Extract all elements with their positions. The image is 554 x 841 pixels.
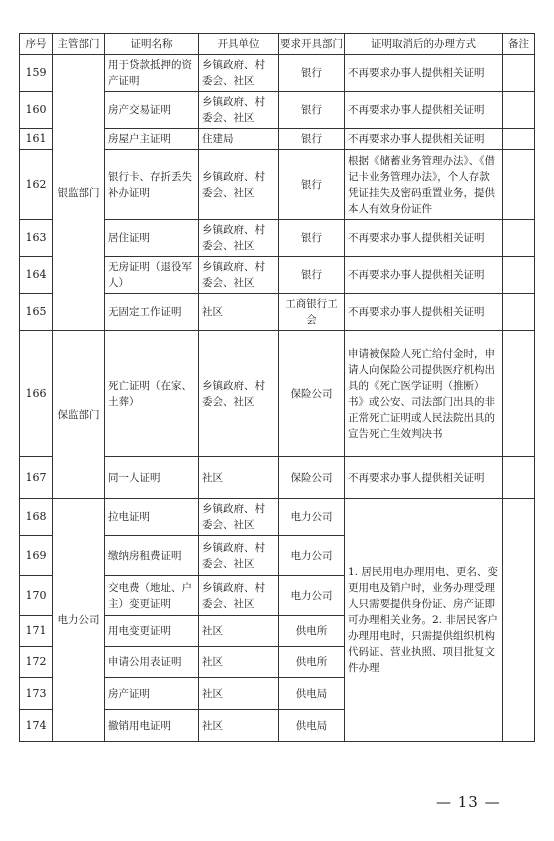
method-cell: 不再要求办事人提供相关证明 bbox=[345, 220, 503, 257]
row-number: 166 bbox=[20, 331, 53, 457]
department-cell: 电力公司 bbox=[53, 499, 105, 742]
requesting-dept-cell: 工商银行工会 bbox=[279, 294, 345, 331]
row-number: 174 bbox=[20, 710, 53, 742]
header-cell: 要求开具部门 bbox=[279, 34, 345, 55]
header-cell: 主管部门 bbox=[53, 34, 105, 55]
issuer-cell: 社区 bbox=[199, 457, 279, 499]
issuer-cell: 社区 bbox=[199, 294, 279, 331]
header-cell: 序号 bbox=[20, 34, 53, 55]
method-cell: 申请被保险人死亡给付金时，申请人向保险公司提供医疗机构出具的《死亡医学证明（推断）书》或公安、司法部门出具的非正常死亡证明或人民法院出具的宣告死亡生效判决书 bbox=[345, 331, 503, 457]
remark-cell bbox=[503, 150, 535, 220]
row-number: 167 bbox=[20, 457, 53, 499]
requesting-dept-cell: 电力公司 bbox=[279, 499, 345, 536]
department-cell: 银监部门 bbox=[53, 55, 105, 331]
certificate-name: 死亡证明（在家、土葬） bbox=[105, 331, 199, 457]
certificate-name: 房产交易证明 bbox=[105, 92, 199, 129]
row-number: 162 bbox=[20, 150, 53, 220]
page-number: — 13 — bbox=[436, 793, 501, 811]
method-cell: 不再要求办事人提供相关证明 bbox=[345, 257, 503, 294]
remark-cell bbox=[503, 92, 535, 129]
requesting-dept-cell: 供电局 bbox=[279, 710, 345, 742]
department-cell: 保监部门 bbox=[53, 331, 105, 499]
table-row bbox=[20, 55, 535, 92]
remark-cell bbox=[503, 55, 535, 92]
header-cell: 证明名称 bbox=[105, 34, 199, 55]
certificate-name: 用于贷款抵押的资产证明 bbox=[105, 55, 199, 92]
issuer-cell: 乡镇政府、村委会、社区 bbox=[199, 576, 279, 616]
header-cell: 备注 bbox=[503, 34, 535, 55]
requesting-dept-cell: 供电所 bbox=[279, 647, 345, 678]
requesting-dept-cell: 银行 bbox=[279, 129, 345, 150]
certificate-name: 房产证明 bbox=[105, 678, 199, 710]
certificate-name: 用电变更证明 bbox=[105, 616, 199, 647]
row-number: 163 bbox=[20, 220, 53, 257]
requesting-dept-cell: 保险公司 bbox=[279, 457, 345, 499]
remark-cell bbox=[503, 499, 535, 742]
method-cell: 不再要求办事人提供相关证明 bbox=[345, 92, 503, 129]
row-number: 170 bbox=[20, 576, 53, 616]
issuer-cell: 乡镇政府、村委会、社区 bbox=[199, 150, 279, 220]
remark-cell bbox=[503, 220, 535, 257]
issuer-cell: 乡镇政府、村委会、社区 bbox=[199, 55, 279, 92]
remark-cell bbox=[503, 294, 535, 331]
certificate-name: 居住证明 bbox=[105, 220, 199, 257]
issuer-cell: 社区 bbox=[199, 678, 279, 710]
issuer-cell: 乡镇政府、村委会、社区 bbox=[199, 331, 279, 457]
row-number: 171 bbox=[20, 616, 53, 647]
row-number: 168 bbox=[20, 499, 53, 536]
table-row bbox=[20, 331, 535, 457]
row-number: 172 bbox=[20, 647, 53, 678]
certificate-name: 银行卡、存折丢失补办证明 bbox=[105, 150, 199, 220]
issuer-cell: 乡镇政府、村委会、社区 bbox=[199, 536, 279, 576]
requesting-dept-cell: 供电所 bbox=[279, 616, 345, 647]
method-cell: 不再要求办事人提供相关证明 bbox=[345, 55, 503, 92]
header-cell: 证明取消后的办理方式 bbox=[345, 34, 503, 55]
issuer-cell: 乡镇政府、村委会、社区 bbox=[199, 499, 279, 536]
certificate-name: 无房证明（退役军人） bbox=[105, 257, 199, 294]
row-number: 159 bbox=[20, 55, 53, 92]
certificate-name: 房屋户主证明 bbox=[105, 129, 199, 150]
remark-cell bbox=[503, 129, 535, 150]
certificate-name: 同一人证明 bbox=[105, 457, 199, 499]
remark-cell bbox=[503, 331, 535, 457]
remark-cell bbox=[503, 457, 535, 499]
certificate-table bbox=[19, 33, 535, 742]
table-row bbox=[20, 499, 535, 536]
method-cell: 不再要求办事人提供相关证明 bbox=[345, 457, 503, 499]
requesting-dept-cell: 电力公司 bbox=[279, 536, 345, 576]
method-cell: 不再要求办事人提供相关证明 bbox=[345, 129, 503, 150]
certificate-name: 撤销用电证明 bbox=[105, 710, 199, 742]
requesting-dept-cell: 保险公司 bbox=[279, 331, 345, 457]
requesting-dept-cell: 供电局 bbox=[279, 678, 345, 710]
issuer-cell: 乡镇政府、村委会、社区 bbox=[199, 220, 279, 257]
method-cell: 根据《储蓄业务管理办法》、《借记卡业务管理办法》，个人存款凭证挂失及密码重置业务，提供本人有效身份证件 bbox=[345, 150, 503, 220]
issuer-cell: 社区 bbox=[199, 647, 279, 678]
requesting-dept-cell: 银行 bbox=[279, 92, 345, 129]
issuer-cell: 社区 bbox=[199, 710, 279, 742]
row-number: 169 bbox=[20, 536, 53, 576]
certificate-name: 无固定工作证明 bbox=[105, 294, 199, 331]
requesting-dept-cell: 银行 bbox=[279, 55, 345, 92]
method-cell: 不再要求办事人提供相关证明 bbox=[345, 294, 503, 331]
issuer-cell: 乡镇政府、村委会、社区 bbox=[199, 92, 279, 129]
remark-cell bbox=[503, 257, 535, 294]
row-number: 161 bbox=[20, 129, 53, 150]
row-number: 164 bbox=[20, 257, 53, 294]
certificate-name: 缴纳房租费证明 bbox=[105, 536, 199, 576]
row-number: 173 bbox=[20, 678, 53, 710]
issuer-cell: 乡镇政府、村委会、社区 bbox=[199, 257, 279, 294]
certificate-name: 申请公用表证明 bbox=[105, 647, 199, 678]
method-cell: 1. 居民用电办理用电、更名、变更用电及销户时，业务办理受理人只需要提供身份证、房产证即可办理相关业务。2. 非居民客户办理用电时，只需提供组织机构代码证、营业执照、项目批复文件办理 bbox=[345, 499, 503, 742]
certificate-name: 交电费（地址、户主）变更证明 bbox=[105, 576, 199, 616]
table-header-row bbox=[20, 34, 535, 55]
issuer-cell: 住建局 bbox=[199, 129, 279, 150]
requesting-dept-cell: 电力公司 bbox=[279, 576, 345, 616]
issuer-cell: 社区 bbox=[199, 616, 279, 647]
row-number: 165 bbox=[20, 294, 53, 331]
requesting-dept-cell: 银行 bbox=[279, 257, 345, 294]
requesting-dept-cell: 银行 bbox=[279, 150, 345, 220]
certificate-name: 拉电证明 bbox=[105, 499, 199, 536]
requesting-dept-cell: 银行 bbox=[279, 220, 345, 257]
row-number: 160 bbox=[20, 92, 53, 129]
header-cell: 开具单位 bbox=[199, 34, 279, 55]
